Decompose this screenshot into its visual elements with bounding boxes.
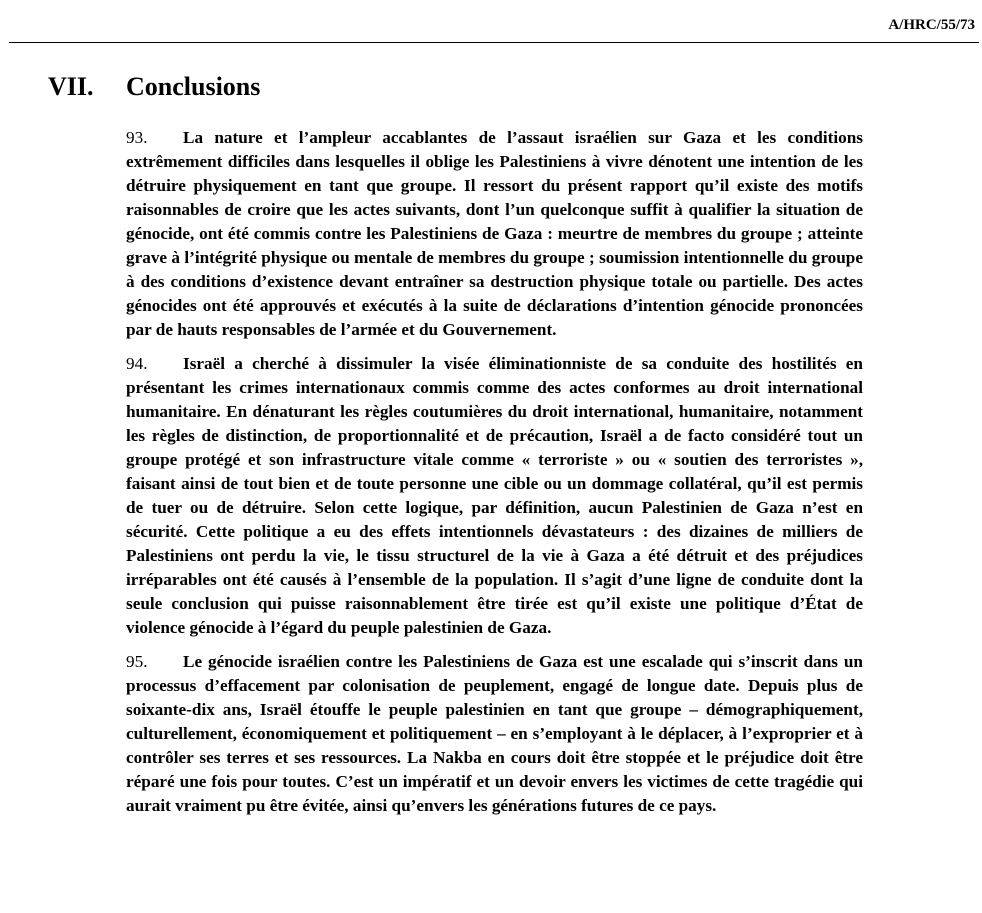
paragraph-94 <box>126 352 863 640</box>
paragraphs <box>126 126 863 828</box>
paragraph-93 <box>126 126 863 342</box>
section-heading <box>48 70 648 104</box>
section-title: Conclusions <box>126 72 261 101</box>
header-rule <box>9 42 979 43</box>
paragraph-number: 94. <box>126 354 148 373</box>
paragraph-text: Le génocide israélien contre les Palestiniens de Gaza est une escalade qui s’inscrit dans un processus d’effacement par colonisation de peuplement, engagé de longue date. Depuis plus de soixante-dix ans, Israël étouffe le peuple palestinien en tant que groupe – démographiquement, culturellement, économiquement et politiquement – en s’employant à le déplacer, à l’exproprier et à contrôler ses terres et ses ressources. La Nakba en cours doit être stoppée et le préjudice doit être réparé une fois pour toutes. C’est un impératif et un devoir envers les victimes de cette tragédie qui aurait vraiment pu être évitée, ainsi qu’envers les générations futures de ce pays. <box>126 652 863 815</box>
paragraph-95 <box>126 650 863 818</box>
paragraph-text: Israël a cherché à dissimuler la visée éliminationniste de sa conduite des hostilités en présentant les crimes internationaux commis comme des actes conformes au droit international humanitaire. En dénaturant les règles coutumières du droit international, humanitaire, notamment les règles de distinction, de proportionnalité et de précaution, Israël a de facto considéré tout un groupe protégé et son infrastructure vitale comme « terroriste » ou « soutien des terroristes », faisant ainsi de tout bien et de toute personne une cible ou un dommage collatéral, qu’il est permis de tuer ou de détruire. Selon cette logique, par définition, aucun Palestinien de Gaza n’est en sécurité. Cette politique a eu des effets intentionnels dévastateurs : des dizaines de milliers de Palestiniens ont perdu la vie, le tissu structurel de la vie à Gaza a été détruit et des préjudices irréparables ont été causés à l’ensemble de la population. Il s’agit d’une ligne de conduite dont la seule conclusion qui puisse raisonnablement être tirée est qu’il existe une politique d’État de violence génocide à l’égard du peuple palestinien de Gaza. <box>126 354 863 637</box>
document-symbol: A/HRC/55/73 <box>888 17 975 33</box>
section-number: VII. <box>48 72 94 101</box>
paragraph-text: La nature et l’ampleur accablantes de l’assaut israélien sur Gaza et les conditions extrêmement difficiles dans lesquelles il oblige les Palestiniens à vivre dénotent une intention de les détruire physiquement en tant que groupe. Il ressort du présent rapport qu’il existe des motifs raisonnables de croire que les actes suivants, dont l’un quelconque suffit à qualifier la situation de génocide, ont été commis contre les Palestiniens de Gaza : meurtre de membres du groupe ; atteinte grave à l’intégrité physique ou mentale de membres du groupe ; soumission intentionnelle du groupe à des conditions d’existence devant entraîner sa destruction physique totale ou partielle. Des actes génocides ont été approuvés et exécutés à la suite de déclarations d’intention génocide prononcées par de hauts responsables de l’armée et du Gouvernement. <box>126 128 863 339</box>
paragraph-number: 93. <box>126 128 148 147</box>
paragraph-number: 95. <box>126 652 148 671</box>
